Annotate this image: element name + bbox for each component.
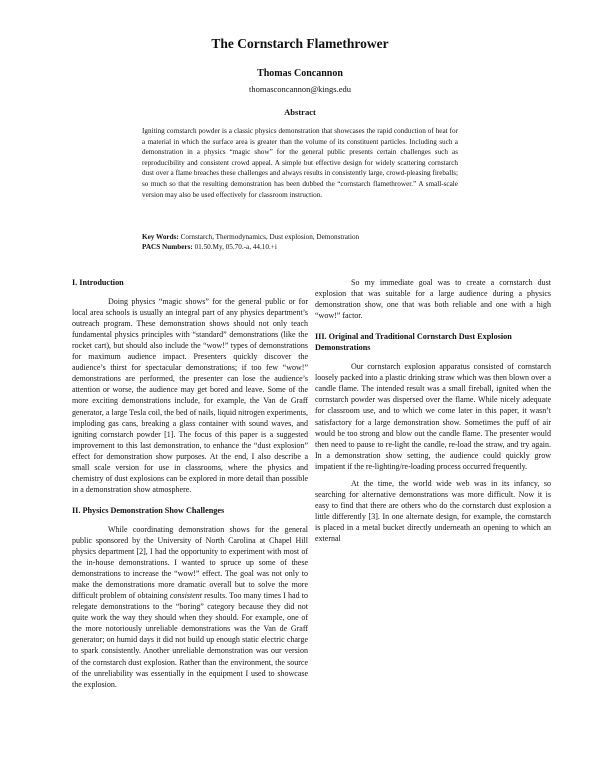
keywords-label: Key Words: [142,233,179,241]
keywords-block [142,233,462,252]
keywords-value: Cornstarch, Thermodynamics, Dust explosion, Demonstration [180,233,360,241]
abstract-heading: Abstract [284,107,316,117]
section-heading-introduction: I. Introduction [72,278,124,287]
paragraph-introduction: Doing physics “magic shows” for the general public or for local area schools is usually an integral part of any physics department’s outreach program. These demonstration shows should not only teach fundamental physics principles with “standard” demonstrations (like the rocket cart), but should also include the “wow!” types of demonstrations for maximum audience impact. Presenters quickly discover the audience’s thirst for spectacular demonstrations; if too few “wow!” demonstrations are performed, the presenter can lose the audience’s attention or worse, the audience may get bored and leave. Some of the more exciting demonstrations include, for example, the Van de Graff generator, a large Tesla coil, the bed of nails, liquid nitrogen experiments, imploding gas cans, breaking a glass container with sound waves, and igniting cornstarch powder [1]. The focus of this paper is a suggested improvement to this last demonstration, to enhance the “dust explosion” effect for demonstration show purposes. At the end, I also describe a small scale version for use in classrooms, where the physics and chemistry of dust explosions can be explored in more detail than possible in a demonstration show atmosphere. [72,297,308,494]
author-email: thomasconcannon@kings.edu [248,84,352,94]
pacs-value: 01.50.My, 05.70.-a, 44.10.+i [194,242,277,251]
author-name: Thomas Concannon [257,68,343,79]
paragraph-original-1: Our cornstarch explosion apparatus consisted of cornstarch loosely packed into a plastic drinking straw which was then blown over a candle flame. The intended result was a small fireball, ignited when the cornstarch powder was dispersed over the flame. While nicely adequate for classroom use, and to which we come later in this paper, it wasn’t satisfactory for a large demonstration show. Sometimes the puff of air would be too strong and blow out the candle flame. The presenter would then need to pause to re-light the candle, re-load the straw, and try again. In a demonstration show setting, the audience could quickly grow impatient if the re-lighting/re-loading process occurred frequently. [315,362,551,471]
section-heading-challenges: II. Physics Demonstration Show Challenges [72,505,225,515]
right-column [315,277,551,550]
section-heading-original: III. Original and Traditional Cornstarch Dust Explosion Demonstrations [315,332,512,353]
paragraph-challenges-2: So my immediate goal was to create a cornstarch dust explosion that was suitable for a large audience during a physics demonstration show, one that was both reliable and one with a high “wow!” factor. [315,278,551,321]
emphasis-consistent: consistent [169,591,202,601]
abstract-text: Igniting cornstarch powder is a classic physics demonstration that showcases the rapid conduction of heat for a material in which the surface area is greater than the volume of its constituent particles. Including such a demonstration in a physics “magic show” for the general public presents certain challenges such as reproducibility and consistent crowd appeal. A simple but effective design for widely scattering cornstarch dust over a flame breaches these challenges and always results in consistently large, crowd-pleasing fireballs; so much so that the resulting demonstration has been dubbed the “cornstarch flamethrower.” A small-scale version may also be used effectively for classroom instruction. [142,127,458,199]
paragraph-challenges-1: While coordinating demonstration shows for the general public sponsored by the University of North Carolina at Chapel Hill physics department [2], I had the opportunity to experiment with most of the in-house demonstrations. I wanted to spruce up some of these demonstrations to increase the “wow!” effect. The goal was not only to make the demonstrations more dramatic overall but to solve the more difficult problem of obtaining consistent results. Too many times I had to relegate demonstrations to the “boring” category because they did not quite work the way they should when they should. For example, one of the more notoriously unreliable demonstrations was the Van de Graff generator; on humid days it did not build up enough static electric charge to spark consistently. Another unreliable demonstration was our version of the cornstarch dust explosion. Rather than the environment, the source of the unreliability was essentially in the equipment I used to showcase the explosion. [72,524,308,689]
paragraph-original-2: At the time, the world wide web was in its infancy, so searching for alternative demonstrations was more difficult. Now it is easy to find that there are others who do the cornstarch dust explosion a little differently [3]. In one alternate design, for example, the cornstarch is placed in a metal bucket directly underneath an opening to which an external [315,478,551,543]
pacs-label: PACS Numbers: [142,242,193,251]
paper-title: The Cornstarch Flamethrower [211,36,389,51]
left-column [72,277,308,696]
